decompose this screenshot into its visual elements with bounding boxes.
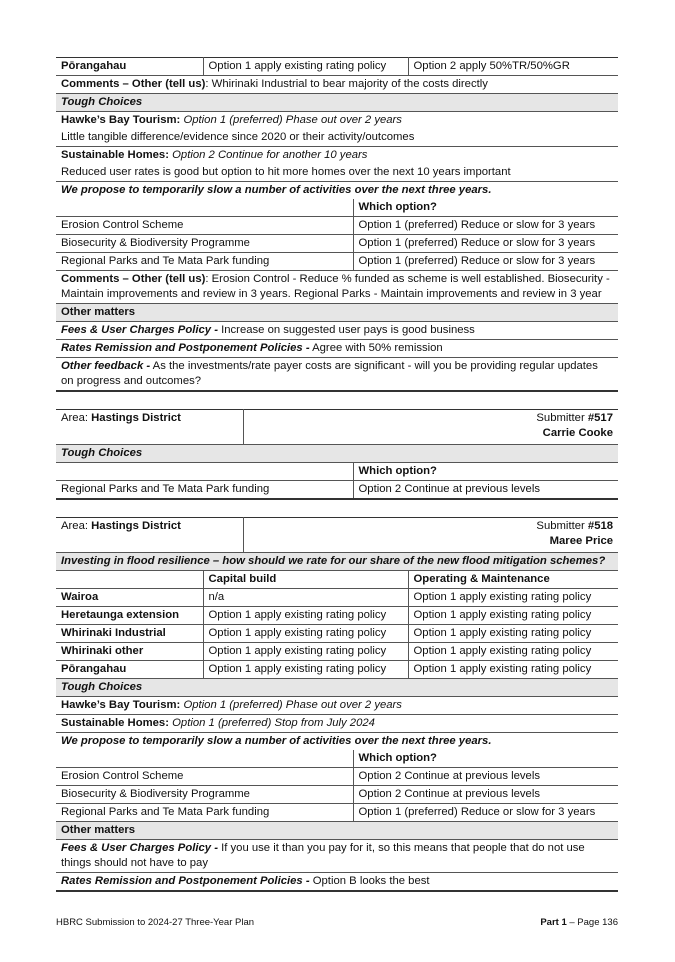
capital-option: Option 1 apply existing rating policy [203,661,408,679]
submitter-name: Carrie Cooke [542,427,613,439]
opex-option: Option 1 apply existing rating policy [408,589,618,607]
flood-row [56,661,618,679]
activity-row [56,253,618,271]
feedback-label: Other feedback - [61,360,151,372]
row-label: Whirinaki other [56,643,203,661]
footer-page-number [540,917,618,929]
slow-heading-row [56,733,618,751]
which-option-header: Which option? [353,463,618,481]
submitter-name: Maree Price [549,535,614,547]
activity-name: Regional Parks and Te Mata Park funding [56,804,353,822]
footer-document-title: HBRC Submission to 2024-27 Three-Year Plan [56,917,255,928]
flood-heading: Investing in flood resilience – how should we rate for our share of the new flood mitigation schemes? [56,553,618,571]
activity-name: Erosion Control Scheme [56,768,353,786]
slow-heading-row [56,182,618,200]
fees-text: If you use it than you pay for it, so this means that people that do not use things should not have to pay [61,842,585,869]
comments-label: Comments – Other (tell us) [61,78,206,90]
homes-value: Option 1 (preferred) Stop from July 2024 [172,717,375,729]
submitter-number: #518 [587,520,614,532]
tough-choices-heading: Tough Choices [56,679,618,697]
fees-row [56,322,618,340]
tourism-value: Option 1 (preferred) Phase out over 2 years [183,114,402,126]
tourism-row [56,112,618,130]
fees-label: Fees & User Charges Policy - [61,842,218,854]
tough-choices-heading: Tough Choices [56,445,618,463]
opex-option: Option 1 apply existing rating policy [408,625,618,643]
homes-value: Option 2 Continue for another 10 years [172,149,368,161]
submitter-label: Submitter [536,520,588,532]
section-header [56,679,618,697]
activity-row [56,481,618,500]
activity-option: Option 1 (preferred) Reduce or slow for 3 years [353,253,618,271]
rates-label: Rates Remission and Postponement Policies - [61,875,310,887]
flood-column-headers [56,571,618,589]
tough-choices-heading: Tough Choices [56,94,618,112]
activity-option: Option 1 (preferred) Reduce or slow for 3 years [353,235,618,253]
tourism-label: Hawke’s Bay Tourism: [61,114,181,126]
homes-row [56,147,618,165]
tourism-label: Hawke’s Bay Tourism: [61,699,181,711]
flood-row [56,625,618,643]
homes-comment: Reduced user rates is good but option to hit more homes over the next 10 years important [56,164,618,182]
opex-option: Option 1 apply existing rating policy [408,661,618,679]
fees-label: Fees & User Charges Policy - [61,324,218,336]
row-label: Pōrangahau [56,58,203,76]
other-matters-heading: Other matters [56,822,618,840]
activity-option: Option 2 Continue at previous levels [353,481,618,500]
comments-text: : Whirinaki Industrial to bear majority of the costs directly [205,78,488,90]
document-page [56,57,618,892]
submission-518-table [56,517,618,892]
which-option-row [56,463,618,481]
rates-row [56,340,618,358]
submission-continued-table [56,57,618,392]
which-option-header: Which option? [353,199,618,217]
activity-name: Regional Parks and Te Mata Park funding [56,481,353,500]
row-label: Wairoa [56,589,203,607]
capital-option: Option 1 apply existing rating policy [203,58,408,76]
rates-text: Agree with 50% remission [309,342,443,354]
opex-option: Option 2 apply 50%TR/50%GR [408,58,618,76]
section-header [56,445,618,463]
area-label: Area: [61,412,92,424]
submission-517-table [56,409,618,500]
activity-name: Biosecurity & Biodiversity Programme [56,786,353,804]
homes-comment-row [56,164,618,182]
feedback-row [56,358,618,392]
tourism-row [56,697,618,715]
activity-row [56,217,618,235]
flood-row-porangahau [56,58,618,76]
capital-option: Option 1 apply existing rating policy [203,625,408,643]
flood-row [56,589,618,607]
opex-option: Option 1 apply existing rating policy [408,607,618,625]
footer-page: – Page 136 [566,917,618,928]
activity-row [56,235,618,253]
row-label: Heretaunga extension [56,607,203,625]
activity-option: Option 1 (preferred) Reduce or slow for 3 years [353,804,618,822]
row-label: Pōrangahau [56,661,203,679]
submitter-number: #517 [587,412,613,424]
opex-header: Operating & Maintenance [408,571,618,589]
capital-option: Option 1 apply existing rating policy [203,607,408,625]
activity-row [56,768,618,786]
activity-name: Erosion Control Scheme [56,217,353,235]
section-header [56,304,618,322]
activity-option: Option 1 (preferred) Reduce or slow for 3 years [353,217,618,235]
homes-label: Sustainable Homes: [61,717,169,729]
comments2-row [56,271,618,304]
comments2-text: : Erosion Control - Reduce % funded as scheme is well established. Biosecurity - Maintain improvements and review in 3 years. Regional Parks - Maintain improvements and review in 3 year [61,273,610,300]
opex-option: Option 1 apply existing rating policy [408,643,618,661]
section-header [56,822,618,840]
which-option-row [56,750,618,768]
activity-row [56,804,618,822]
area-label: Area: [61,520,92,532]
rates-row [56,873,618,892]
submitter-header [56,410,618,445]
rates-label: Rates Remission and Postponement Policies - [61,342,310,354]
tourism-comment-row [56,129,618,147]
footer-part: Part 1 [540,917,567,928]
capital-option: Option 1 apply existing rating policy [203,643,408,661]
fees-row [56,840,618,873]
row-label: Whirinaki Industrial [56,625,203,643]
homes-label: Sustainable Homes: [61,149,169,161]
tourism-value: Option 1 (preferred) Phase out over 2 years [183,699,402,711]
rates-text: Option B looks the best [309,875,430,887]
activity-option: Option 2 Continue at previous levels [353,768,618,786]
activity-row [56,786,618,804]
activity-option: Option 2 Continue at previous levels [353,786,618,804]
fees-text: Increase on suggested user pays is good business [217,324,475,336]
activity-name: Biosecurity & Biodiversity Programme [56,235,353,253]
slow-heading: We propose to temporarily slow a number of activities over the next three years. [61,735,492,747]
which-option-row [56,199,618,217]
flood-row [56,643,618,661]
comments-row [56,76,618,94]
capital-build-header: Capital build [203,571,408,589]
homes-row [56,715,618,733]
flood-row [56,607,618,625]
comments2-label: Comments – Other (tell us) [61,273,206,285]
feedback-text: As the investments/rate payer costs are significant - will you be providing regular updates on progress and outcomes? [61,360,598,387]
submitter-header [56,518,618,553]
other-matters-heading: Other matters [56,304,618,322]
area-value: Hastings District [91,412,181,424]
activity-name: Regional Parks and Te Mata Park funding [56,253,353,271]
capital-option: n/a [203,589,408,607]
section-header [56,94,618,112]
section-header [56,553,618,571]
area-value: Hastings District [91,520,181,532]
submitter-label: Submitter [536,412,588,424]
tourism-comment: Little tangible difference/evidence since 2020 or their activity/outcomes [56,129,618,147]
which-option-header: Which option? [353,750,618,768]
slow-heading: We propose to temporarily slow a number of activities over the next three years. [61,184,492,196]
